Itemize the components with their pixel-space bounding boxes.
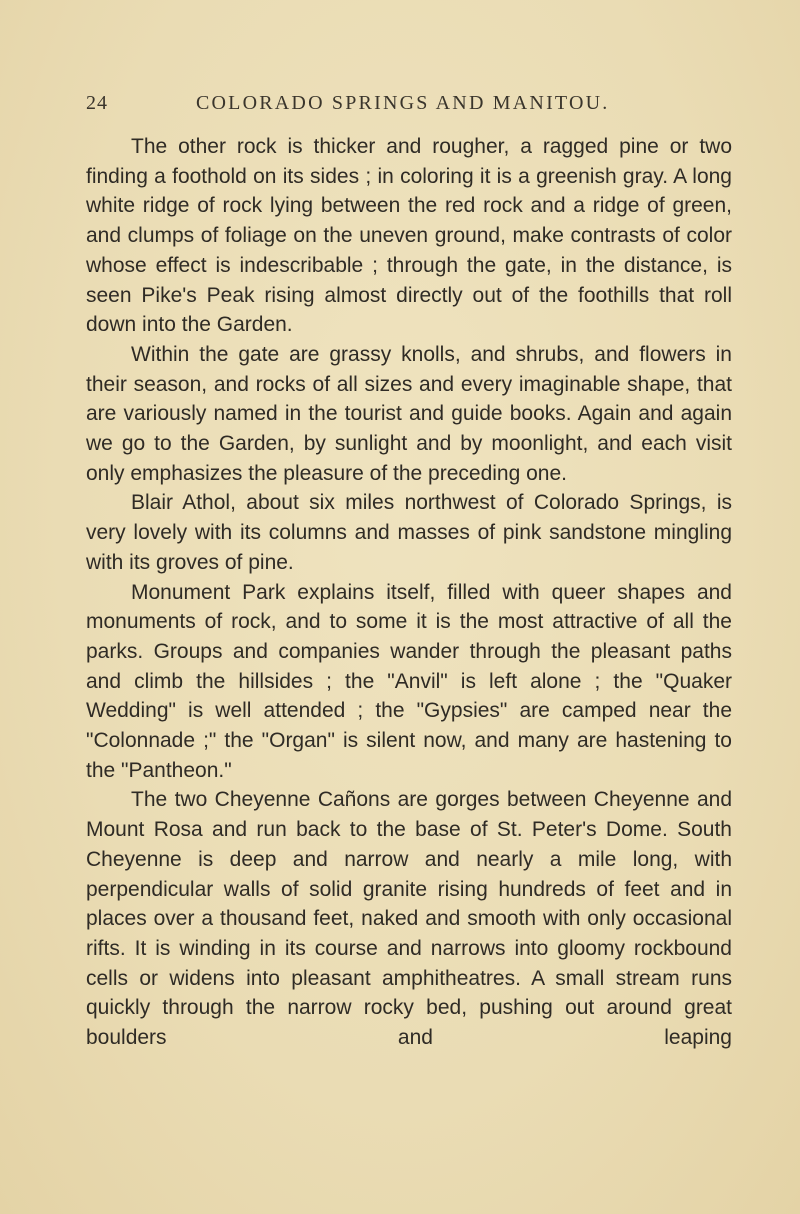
paragraph-4: Monument Park explains itself, filled with queer shapes and monuments of rock, and to some it is the most attractive of all the parks. Groups and companies wander through the pleasant paths and climb the hillsides ; the "Anvil" is left alone ; the "Quaker Wedding" is well attended ; the "Gypsies" are camped near the "Colonnade ;" the "Organ" is silent now, and many are hastening to the "Pantheon." bbox=[86, 580, 732, 782]
running-title: COLORADO SPRINGS AND MANITOU. bbox=[196, 92, 610, 114]
page-header bbox=[86, 92, 726, 122]
paragraph-5: The two Cheyenne Cañons are gorges between Cheyenne and Mount Rosa and run back to the base of St. Peter's Dome. South Cheyenne is deep and narrow and nearly a mile long, with perpendicular walls of solid granite rising hundreds of feet and in places over a thousand feet, naked and smooth with only occasional rifts. It is winding in its course and narrows into gloomy rockbound cells or widens into pleasant amphitheatres. A small stream runs quickly through the narrow rocky bed, pushing out around great boulders and leaping bbox=[86, 788, 732, 1050]
paragraph-1: The other rock is thicker and rougher, a ragged pine or two finding a foothold on its sides ; in coloring it is a greenish gray. A long white ridge of rock lying between the red rock and a ridge of green, and clumps of foliage on the uneven ground, make contrasts of color whose effect is indescribable ; through the gate, in the distance, is seen Pike's Peak rising almost directly out of the foothills that roll down into the Garden. bbox=[86, 135, 732, 337]
body-text bbox=[86, 132, 732, 1053]
page-number: 24 bbox=[86, 92, 108, 114]
paragraph-2: Within the gate are grassy knolls, and shrubs, and flowers in their season, and rocks of all sizes and every imaginable shape, that are variously named in the tourist and guide books. Again and again we go to the Garden, by sunlight and by moonlight, and each visit only emphasizes the pleasure of the preceding one. bbox=[86, 342, 732, 485]
paragraph-3: Blair Athol, about six miles northwest of Colorado Springs, is very lovely with its columns and masses of pink sandstone mingling with its groves of pine. bbox=[86, 491, 732, 574]
